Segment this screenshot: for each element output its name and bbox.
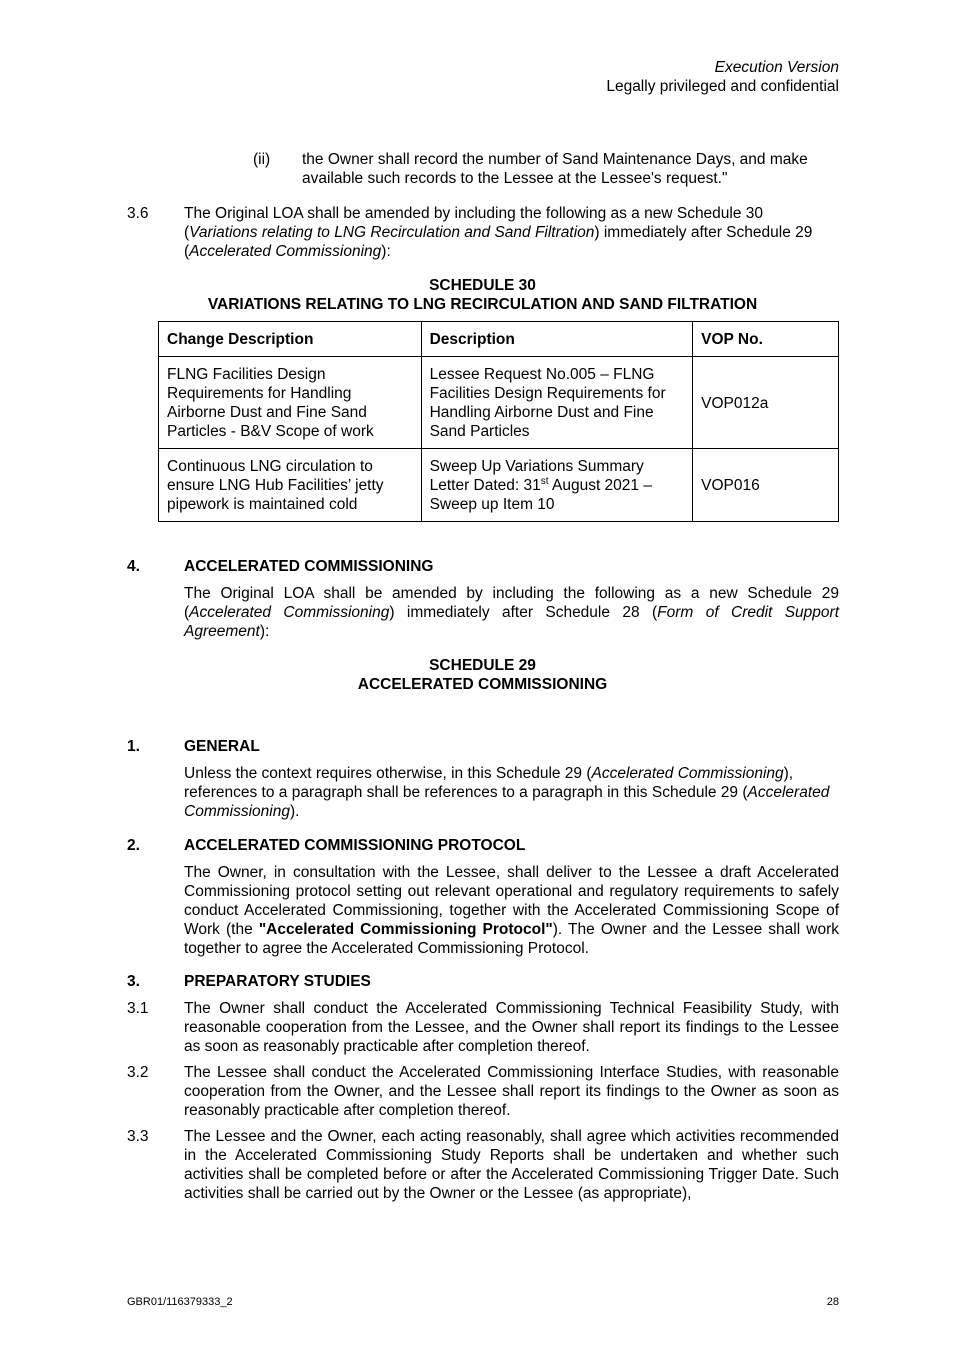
table-cell-change: FLNG Facilities Design Requirements for Handling Airborne Dust and Fine Sand Particles - B&V Scope of work	[159, 357, 422, 449]
general-text	[184, 764, 839, 821]
table-header-cell: Change Description	[159, 322, 422, 357]
table-cell-description	[421, 449, 693, 522]
general-heading: GENERAL	[184, 738, 260, 755]
clause-3-6-number: 3.6	[127, 205, 149, 222]
table-header-row	[159, 322, 839, 357]
section-4-heading: ACCELERATED COMMISSIONING	[184, 558, 434, 575]
schedule-29-title	[0, 656, 965, 694]
clause-3-3-number: 3.3	[127, 1128, 149, 1145]
clause-3-2-text: The Lessee shall conduct the Accelerated Commissioning Interface Studies, with reasonable cooperation from the Owner, and the Lessee shall report its findings to the Owner as soon as reasonably practicable after completion thereof.	[184, 1064, 839, 1119]
ordinal-suffix: st	[540, 475, 549, 487]
general-part: ).	[289, 803, 300, 820]
section-4-part: ) immediately after Schedule 28 (	[389, 604, 658, 621]
schedule-29-heading: SCHEDULE 29	[429, 657, 536, 674]
general-italic: Accelerated Commissioning	[591, 765, 784, 782]
general-italic: Accelerated Commissioning	[184, 784, 830, 820]
protocol-heading: ACCELERATED COMMISSIONING PROTOCOL	[184, 837, 526, 854]
table-cell-vop: VOP016	[693, 449, 839, 522]
section-4-text	[184, 584, 839, 641]
protocol-text	[184, 863, 839, 958]
protocol-part: ). The Owner and the Lessee shall work together to agree the Accelerated Commissioning Protocol.	[184, 921, 840, 957]
schedule-30-heading: SCHEDULE 30	[429, 277, 536, 294]
clause-3-1-text: The Owner shall conduct the Accelerated Commissioning Technical Feasibility Study, with reasonable cooperation from the Lessee, and the Owner shall report its findings to the Lessee as soon as reasonably practicable after completion thereof.	[184, 1000, 839, 1055]
footer-page-number: 28	[826, 1296, 839, 1308]
table-header-cell: VOP No.	[693, 322, 839, 357]
protocol-defined-term: "Accelerated Commissioning Protocol"	[258, 921, 553, 938]
clause-3-6-part: ) immediately after Schedule 29 (	[184, 224, 813, 260]
header-execution-version: Execution Version	[714, 59, 839, 76]
table-cell-change: Continuous LNG circulation to ensure LNG Hub Facilities’ jetty pipework is maintained cold	[159, 449, 422, 522]
general-part: ), references to a paragraph shall be references to a paragraph in this Schedule 29 (	[184, 765, 794, 801]
section-4-number: 4.	[127, 558, 140, 575]
schedule-30-subheading: VARIATIONS RELATING TO LNG RECIRCULATION AND SAND FILTRATION	[207, 296, 758, 313]
table-row	[159, 449, 839, 522]
schedule-30-table	[158, 321, 839, 522]
table-row	[159, 357, 839, 449]
prep-number: 3.	[127, 973, 140, 990]
clause-3-6-part: ):	[381, 243, 391, 260]
footer-reference: GBR01/116379333_2	[127, 1296, 233, 1308]
prep-heading: PREPARATORY STUDIES	[184, 973, 371, 990]
schedule-29-subheading: ACCELERATED COMMISSIONING	[357, 676, 608, 693]
table-cell-vop: VOP012a	[693, 357, 839, 449]
section-4-italic: Form of Credit Support Agreement	[184, 604, 840, 640]
section-4-italic: Accelerated Commissioning	[189, 604, 390, 621]
header-privileged: Legally privileged and confidential	[606, 78, 839, 95]
section-4-part: The Original LOA shall be amended by including the following as a new Schedule 29 (	[184, 585, 839, 621]
clause-3-6-part: The Original LOA shall be amended by including the following as a new Schedule 30 (	[184, 205, 764, 241]
section-4-part: ):	[259, 623, 270, 640]
clause-ii-text: the Owner shall record the number of Sand Maintenance Days, and make available such records to the Lessee at the Lessee's request."	[302, 151, 808, 187]
general-number: 1.	[127, 738, 140, 755]
table-cell-description: Lessee Request No.005 – FLNG Facilities Design Requirements for Handling Airborne Dust and Fine Sand Particles	[421, 357, 693, 449]
clause-3-6-text	[184, 204, 839, 261]
clause-3-6-italic: Variations relating to LNG Recirculation and Sand Filtration	[189, 224, 595, 241]
table-header-cell: Description	[421, 322, 693, 357]
clause-ii-number: (ii)	[253, 151, 271, 168]
clause-3-2-number: 3.2	[127, 1064, 149, 1081]
clause-3-6-italic: Accelerated Commissioning	[189, 243, 382, 260]
protocol-number: 2.	[127, 837, 140, 854]
document-header	[439, 58, 839, 96]
description-text: Sweep Up Variations Summary Letter Dated: 31	[429, 458, 644, 494]
clause-3-1-number: 3.1	[127, 1000, 149, 1017]
description-text: August 2021 – Sweep up Item 10	[429, 477, 652, 513]
schedule-30-title	[0, 276, 965, 314]
protocol-part: The Owner, in consultation with the Lessee, shall deliver to the Lessee a draft Accelerated Commissioning protocol setting out relevant operational and regulatory requirements to safely conduct Accelerated Commissioning, together with the Accelerated Commissioning Scope of Work (the	[184, 864, 839, 938]
clause-3-3-text: The Lessee and the Owner, each acting reasonably, shall agree which activities recommended in the Accelerated Commissioning Study Reports shall be undertaken and whether such activities shall be completed before or after the Accelerated Commissioning Trigger Date. Such activities shall be carried out by the Owner or the Lessee (as appropriate),	[184, 1128, 839, 1202]
general-part: Unless the context requires otherwise, in this Schedule 29 (	[184, 765, 592, 782]
